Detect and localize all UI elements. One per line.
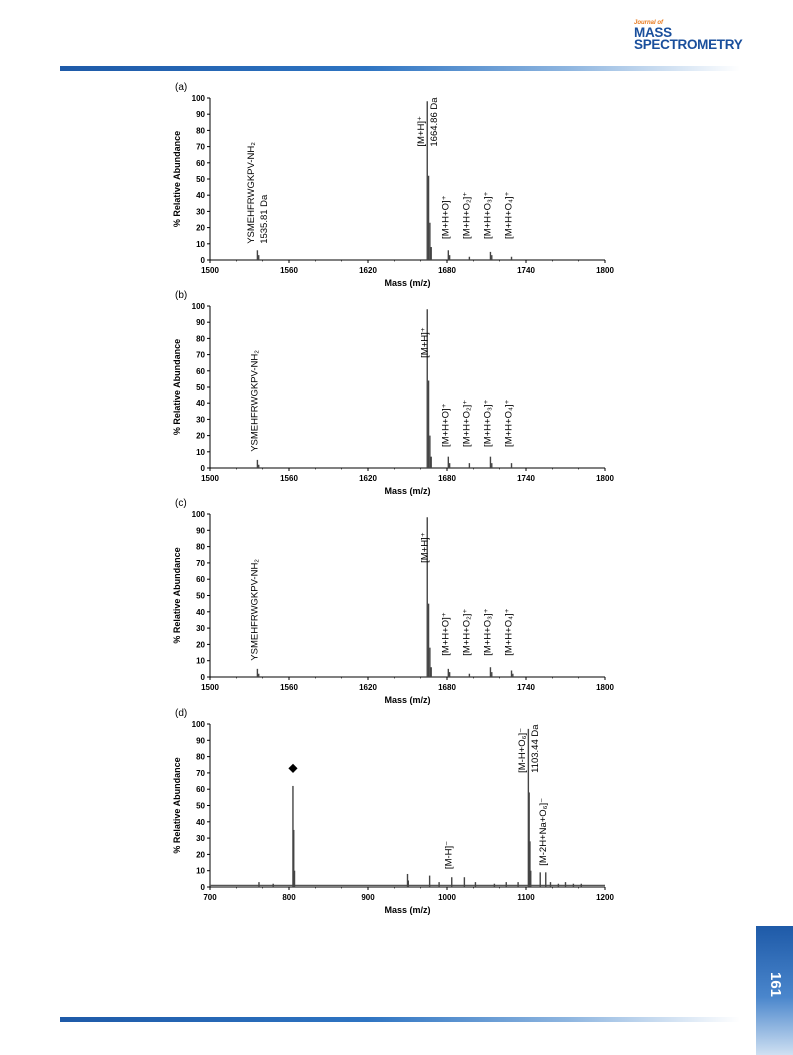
y-tick-label: 100 (191, 720, 205, 729)
x-tick-label: 1500 (201, 474, 219, 483)
y-tick-label: 10 (196, 239, 205, 249)
page-number: 161 (767, 972, 784, 998)
x-tick-label: 1680 (438, 683, 456, 692)
x-tick-label: 1200 (596, 893, 614, 902)
y-tick-label: 50 (196, 383, 205, 392)
x-tick-label: 1620 (359, 474, 377, 483)
peak-annotation: YSMEHFRWGKPV-NH₂ (249, 558, 261, 661)
x-axis-label: Mass (m/z) (384, 278, 431, 288)
y-tick-label: 30 (196, 624, 205, 634)
x-tick-label: 1680 (438, 266, 456, 275)
peak-annotation: YSMEHFRWGKPV-NH₂ (249, 350, 261, 452)
x-tick-label: 1500 (201, 266, 219, 275)
y-tick-label: 10 (196, 656, 205, 666)
spectrum-panel-a (172, 82, 614, 288)
y-tick-label: 80 (196, 542, 205, 552)
x-tick-label: 1620 (359, 683, 377, 692)
y-tick-label: 100 (191, 302, 205, 311)
y-tick-label: 10 (196, 447, 205, 457)
x-tick-label: 1740 (517, 683, 535, 692)
x-tick-label: 1740 (517, 474, 535, 483)
x-tick-label: 1800 (596, 474, 614, 483)
y-tick-label: 50 (196, 591, 205, 601)
y-tick-label: 50 (196, 801, 205, 811)
x-tick-label: 1800 (596, 266, 614, 275)
peak-annotation: [M+H+O₃]⁺ (482, 399, 494, 447)
spectrum-panel-d (172, 708, 614, 915)
peak-annotation: [M+H]⁺ (419, 532, 431, 563)
diamond-marker: ◆ (288, 760, 298, 775)
y-tick-label: 70 (196, 350, 205, 360)
y-tick-label: 30 (196, 415, 205, 425)
journal-logo-line2: SPECTROMETRY (634, 37, 743, 52)
peak-annotation: [M+H+O₂]⁺ (461, 608, 473, 656)
x-tick-label: 700 (203, 893, 217, 902)
y-tick-label: 90 (196, 318, 205, 328)
y-tick-label: 0 (200, 883, 205, 892)
y-tick-label: 90 (196, 526, 205, 536)
y-tick-label: 10 (196, 866, 205, 876)
panel-label: (a) (175, 82, 188, 93)
x-tick-label: 900 (361, 893, 375, 902)
x-tick-label: 1560 (280, 474, 298, 483)
y-tick-label: 70 (196, 142, 205, 152)
peak-annotation: [M+H]⁺ (415, 115, 427, 147)
y-tick-label: 80 (196, 334, 205, 344)
x-tick-label: 1620 (359, 266, 377, 275)
y-tick-label: 0 (200, 256, 205, 265)
x-tick-label: 1680 (438, 474, 456, 483)
y-tick-label: 60 (196, 575, 205, 585)
peak-annotation: 1664.86 Da (428, 97, 440, 147)
y-tick-label: 100 (191, 510, 205, 519)
y-tick-label: 100 (191, 94, 205, 103)
y-tick-label: 70 (196, 558, 205, 568)
y-tick-label: 90 (196, 736, 205, 746)
peak-annotation: [M-H+O₆]⁻ (516, 727, 528, 773)
y-axis-label: % Relative Abundance (172, 757, 182, 854)
peak-annotation: [M+H+O]⁺ (440, 403, 452, 447)
y-tick-label: 40 (196, 607, 205, 617)
spectrum-panel-b (172, 290, 614, 496)
y-tick-label: 80 (196, 126, 205, 136)
peak-annotation: [M-2H+Na+O₆]⁻ (537, 797, 549, 866)
x-tick-label: 1560 (280, 683, 298, 692)
y-tick-label: 30 (196, 834, 205, 844)
peak-annotation: [M+H+O₄]⁺ (503, 608, 515, 656)
x-tick-label: 1560 (280, 266, 298, 275)
x-tick-label: 1100 (517, 893, 535, 902)
x-axis-label: Mass (m/z) (384, 695, 431, 705)
y-axis-label: % Relative Abundance (172, 547, 182, 644)
x-tick-label: 1740 (517, 266, 535, 275)
x-tick-label: 1500 (201, 683, 219, 692)
y-tick-label: 60 (196, 366, 205, 376)
y-tick-label: 20 (196, 640, 205, 650)
y-tick-label: 60 (196, 158, 205, 168)
peak-annotation: [M-H]⁻ (443, 840, 455, 870)
x-axis-label: Mass (m/z) (384, 905, 431, 915)
peak-annotation: [M+H+O]⁺ (440, 195, 452, 239)
y-tick-label: 90 (196, 110, 205, 120)
spectrum-panel-c (172, 498, 614, 705)
y-tick-label: 0 (200, 464, 205, 473)
peak-annotation: YSMEHFRWGKPV-NH₂ (245, 142, 257, 244)
y-axis-label: % Relative Abundance (172, 338, 182, 436)
peak-annotation: [M+H+O₃]⁺ (482, 191, 494, 239)
peak-annotation: 1535.81 Da (258, 194, 270, 244)
y-tick-label: 40 (196, 817, 205, 827)
x-tick-label: 1000 (438, 893, 456, 902)
x-tick-label: 1800 (596, 683, 614, 692)
peak-annotation: [M+H+O]⁺ (440, 612, 452, 656)
y-tick-label: 70 (196, 768, 205, 778)
y-tick-label: 40 (196, 399, 205, 409)
y-tick-label: 40 (196, 191, 205, 201)
peak-annotation: [M+H+O₂]⁺ (461, 191, 473, 239)
panel-label: (c) (175, 498, 187, 509)
peak-annotation: 1103.44 Da (529, 724, 541, 773)
y-axis-label: % Relative Abundance (172, 130, 182, 228)
peak-annotation: [M+H+O₃]⁺ (482, 608, 494, 656)
journal-logo-small: Journal of (634, 20, 664, 26)
journal-logo-line1: MASS (634, 25, 672, 40)
x-tick-label: 800 (282, 893, 296, 902)
peak-annotation: [M+H]⁺ (419, 327, 431, 358)
y-tick-label: 60 (196, 785, 205, 795)
x-axis-label: Mass (m/z) (384, 486, 431, 496)
y-tick-label: 20 (196, 850, 205, 860)
y-tick-label: 80 (196, 752, 205, 762)
y-tick-label: 50 (196, 175, 205, 184)
panel-label: (d) (175, 708, 188, 719)
peak-annotation: [M+H+O₂]⁺ (461, 399, 473, 447)
y-tick-label: 20 (196, 431, 205, 441)
peak-annotation: [M+H+O₄]⁺ (503, 399, 515, 447)
panel-label: (b) (175, 290, 188, 301)
y-tick-label: 0 (200, 673, 205, 682)
y-tick-label: 20 (196, 223, 205, 233)
peak-annotation: [M+H+O₄]⁺ (503, 191, 515, 239)
y-tick-label: 30 (196, 207, 205, 217)
